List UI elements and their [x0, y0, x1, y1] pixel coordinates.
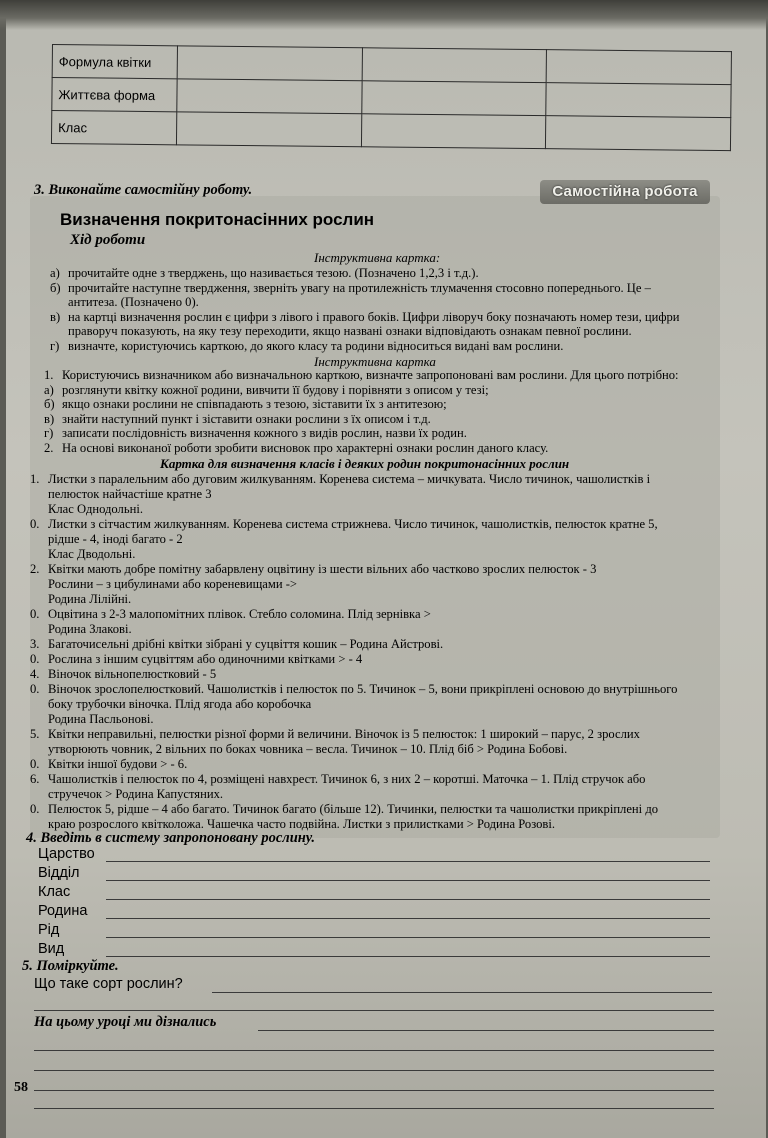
item-marker: 1. [30, 472, 40, 486]
item-text: краю розрослого квітколожа. Чашечка часто подвійна. Листки з прилистками > Родина Розові. [48, 817, 556, 831]
item-text: Оцвітина з 2-3 малопомітних плівок. Стебло соломина. Плід зернівка > [48, 607, 431, 621]
item-text: записати послідовність визначення кожного з видів рослин, назви їх родин. [62, 426, 467, 440]
text-line [50, 310, 680, 324]
item-text: На основі виконаної роботи зробити висновок про характерні ознаки рослин даного класу. [62, 440, 549, 455]
taxon-answer-line[interactable] [106, 918, 710, 919]
text-line [44, 397, 447, 411]
item-marker: а) [50, 266, 60, 280]
text-line [30, 547, 135, 561]
flower-comparison-table [51, 44, 732, 151]
task-3-heading: 3. Виконайте самостійну роботу. [34, 182, 253, 198]
table-cell[interactable] [176, 112, 361, 147]
item-marker: 0. [30, 757, 40, 771]
task-5-heading: 5. Поміркуйте. [22, 958, 119, 974]
taxon-label: Вид [38, 941, 65, 957]
item-text: стручечок > Родина Капустяних. [48, 787, 224, 801]
row-label: Життєва форма [52, 78, 177, 112]
text-line [50, 324, 632, 338]
table-row [51, 111, 730, 151]
item-text: Листки з паралельним або дуговим жилкуванням. Коренева система – мичкувата. Число тичинок, чашолистків і [48, 472, 651, 486]
item-text: Родина Пасльонові. [48, 712, 154, 726]
text-line [30, 757, 187, 771]
text-line [50, 339, 563, 353]
text-line [30, 802, 658, 816]
taxon-label: Відділ [38, 865, 80, 881]
item-text: Листки з сітчастим жилкуванням. Коренева система стрижнева. Число тичинок, чашолистків, пелюсток кратне 5, [48, 517, 658, 531]
taxon-label: Клас [38, 884, 71, 900]
item-text: Рослина з іншим суцвіттям або одиночними квітками > - 4 [48, 652, 363, 666]
text-line [30, 472, 650, 486]
instruction-card-2-title: Інструктивна картка [314, 354, 436, 369]
item-marker: б) [50, 280, 61, 295]
text-line [30, 682, 677, 696]
item-marker: 2. [30, 562, 40, 576]
item-text: якщо ознаки рослини не співпадають з тезою, зіставити їх з антитезою; [62, 397, 447, 411]
text-line [44, 368, 679, 382]
item-marker: 3. [30, 637, 40, 651]
item-text: боку трубочки віночка. Плід ягода або коробочка [48, 697, 312, 711]
item-text: знайти наступний пункт і зіставити ознаки рослини з їх описом і т.д. [62, 411, 431, 426]
item-text: Віночок вільнопелюстковий - 5 [48, 667, 217, 681]
text-line [30, 697, 311, 711]
item-marker: 5. [30, 727, 40, 741]
text-line [30, 727, 640, 741]
answer-line[interactable] [212, 992, 712, 993]
item-marker: г) [50, 338, 60, 353]
text-line [44, 426, 467, 440]
text-line [30, 652, 362, 666]
text-line [30, 502, 143, 516]
item-marker: 4. [30, 667, 40, 681]
item-text: Квітки іншої будови > - 6. [48, 757, 188, 771]
item-text: на картці визначення рослин є цифри з лівого і правого боків. Цифри ліворуч боку позначають номер тези, цифри [68, 309, 680, 324]
item-text: Пелюсток 5, рідше – 4 або багато. Тичинок багато (більше 12). Тичинки, пелюстки та чашолистки прикріплені до [48, 802, 659, 816]
item-text: Рослини – з цибулинами або кореневищами -> [48, 577, 298, 591]
conclusion-heading: На цьому уроці ми дізнались [34, 1014, 217, 1030]
taxon-label: Царство [38, 846, 95, 862]
text-line [44, 441, 548, 455]
item-marker: в) [44, 411, 55, 426]
table-cell[interactable] [546, 83, 731, 118]
table-cell[interactable] [177, 79, 362, 114]
text-line [44, 383, 489, 397]
item-marker: 0. [30, 607, 40, 621]
text-line [50, 295, 199, 309]
text-line [30, 607, 431, 621]
item-text: Родина Лілійні. [48, 592, 132, 606]
table-cell[interactable] [361, 81, 546, 116]
table-cell[interactable] [546, 116, 731, 151]
item-marker: 6. [30, 772, 40, 786]
item-marker: б) [44, 397, 55, 411]
table-cell[interactable] [546, 50, 731, 85]
self-work-banner: Самостійна робота [540, 180, 710, 204]
item-text: праворуч показують, на яку тезу переходити, якщо названі ознаки відповідають ознакам певної рослини. [68, 324, 632, 338]
table-cell[interactable] [361, 114, 546, 149]
key-card-title: Картка для визначення класів і деяких родин покритонасінних рослин [160, 456, 570, 471]
taxon-answer-line[interactable] [106, 861, 710, 862]
item-text: Клас Однодольні. [48, 502, 143, 516]
item-text: утворюють човник, 2 вільних по боках човника – весла. Тичинок – 10. Плід біб > Родина Бобові. [48, 742, 568, 756]
instruction-card-1-title: Інструктивна картка: [314, 250, 441, 265]
text-line [30, 712, 153, 726]
item-text: Квітки неправильні, пелюстки різної форми й величини. Віночок із 5 пелюсток: 1 широкий – парус, 2 зрослих [48, 727, 640, 741]
question-label: Що таке сорт рослин? [34, 976, 183, 992]
item-text: Багаточисельні дрібні квітки зібрані у суцвіття кошик – Родина Айстрові. [48, 637, 444, 651]
item-text: Родина Злакові. [48, 622, 132, 636]
taxon-label: Рід [38, 922, 60, 938]
text-line [30, 592, 131, 606]
text-line [30, 667, 216, 681]
text-line [30, 637, 443, 651]
item-text: прочитайте одне з тверджень, що називається тезою. (Позначено 1,2,3 і т.д.). [68, 266, 479, 280]
item-marker: 0. [30, 517, 40, 531]
conclusion-line[interactable] [34, 1090, 714, 1091]
worksheet-title: Визначення покритонасінних рослин [60, 210, 375, 229]
item-text: пелюсток найчастіше кратне 3 [48, 487, 212, 501]
item-text: Квітки мають добре помітну забарвлену оцвітину із шести вільних або частково зрослих пелюсток - 3 [48, 562, 597, 576]
page-number: 58 [14, 1080, 28, 1095]
item-text: Користуючись визначником або визначальною карткою, визначте запропоновані вам рослини. Для цього потрібно: [62, 368, 679, 382]
taxon-label: Родина [38, 903, 88, 919]
taxon-answer-line[interactable] [106, 899, 710, 900]
row-label: Формула квітки [52, 45, 177, 79]
text-line [50, 281, 651, 295]
table-cell[interactable] [362, 48, 547, 83]
taxon-answer-line[interactable] [106, 937, 710, 938]
item-text: антитеза. (Позначено 0). [68, 295, 199, 309]
item-text: прочитайте наступне твердження, зверніть увагу на протилежність тлумачення стосовно попереднього. Це – [68, 280, 651, 295]
text-line [50, 266, 479, 280]
item-marker: 0. [30, 802, 40, 816]
text-line [30, 577, 297, 591]
conclusion-line[interactable] [34, 1070, 714, 1071]
text-line [30, 562, 596, 576]
page-top-shadow [0, 0, 768, 30]
table-cell[interactable] [177, 46, 362, 81]
text-line [30, 817, 555, 831]
worksheet-subtitle: Хід роботи [70, 232, 146, 248]
text-line [44, 412, 431, 426]
item-text: Клас Дводольні. [48, 547, 136, 561]
task-4-heading: 4. Введіть в систему запропоновану рослину. [26, 830, 315, 846]
item-marker: 0. [30, 682, 40, 696]
item-text: Віночок зрослопелюстковий. Чашолистків і пелюсток по 5. Тичинок – 5, вони прикріплені основою до внутрішнього [48, 682, 678, 696]
item-marker: в) [50, 309, 61, 324]
text-line [30, 487, 212, 501]
text-line [30, 517, 658, 531]
conclusion-line[interactable] [34, 1108, 714, 1109]
text-line [30, 772, 645, 786]
item-marker: 0. [30, 652, 40, 666]
item-text: розглянути квітку кожної родини, вивчити її будову і порівняти з описом у тезі; [62, 382, 489, 397]
text-line [30, 787, 223, 801]
taxon-answer-line[interactable] [106, 956, 710, 957]
conclusion-line[interactable] [34, 1050, 714, 1051]
row-label: Клас [51, 111, 176, 145]
text-line [30, 622, 132, 636]
item-text: рідше - 4, іноді багато - 2 [48, 532, 183, 546]
item-marker: 1. [44, 368, 54, 382]
item-text: визначте, користуючись карткою, до якого класу та родини відноситься видані вам рослини. [68, 338, 564, 353]
text-line [30, 532, 183, 546]
item-marker: а) [44, 382, 54, 397]
item-text: Чашолистків і пелюсток по 4, розміщені навхрест. Тичинок 6, з них 2 – коротші. Маточка – 1. Плід стручок або [48, 772, 646, 786]
answer-line[interactable] [34, 1010, 714, 1011]
taxon-answer-line[interactable] [106, 880, 710, 881]
item-marker: 2. [44, 440, 54, 455]
text-line [30, 742, 567, 756]
conclusion-line[interactable] [258, 1030, 714, 1031]
item-marker: г) [44, 426, 54, 440]
